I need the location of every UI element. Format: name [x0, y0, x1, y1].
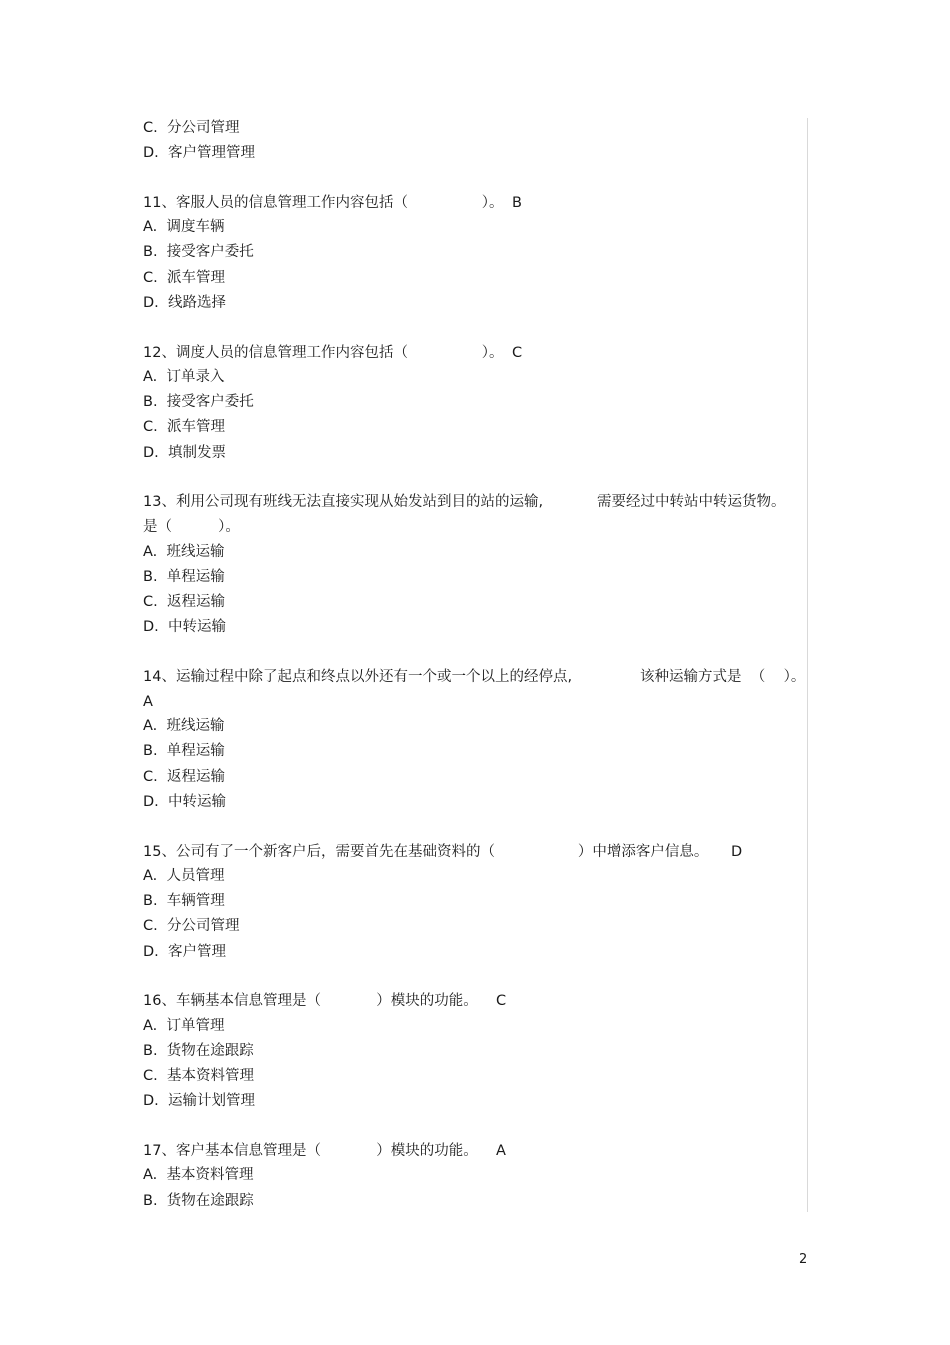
option-b: B. 货物在途跟踪: [143, 1043, 254, 1059]
question-16: 16、车辆基本信息管理是（ ）模块的功能。: [143, 993, 478, 1009]
page-number: 2: [799, 1252, 808, 1267]
option-b: B. 接受客户委托: [143, 394, 254, 410]
answer-16: C: [496, 993, 507, 1009]
option-d: D. 线路选择: [143, 295, 226, 311]
question-11: 11、客服人员的信息管理工作内容包括（ ）。: [143, 195, 504, 211]
option-d: D. 中转运输: [143, 794, 226, 810]
option-a: A. 人员管理: [143, 868, 225, 884]
question-15: 15、公司有了一个新客户后，需要首先在基础资料的（ ）中增添客户信息。: [143, 844, 709, 860]
question-13: 13、利用公司现有班线无法直接实现从始发站到目的站的运输,: [143, 494, 544, 510]
question-12: 12、调度人员的信息管理工作内容包括（ ）。: [143, 345, 504, 361]
option-a: A. 班线运输: [143, 718, 225, 734]
option-d: D. 中转运输: [143, 619, 226, 635]
option-d: D. 客户管理管理: [143, 145, 255, 161]
question-14-cont: 该种运输方式是 （ ）。: [640, 669, 806, 685]
option-b: B. 车辆管理: [143, 893, 225, 909]
option-a: A. 基本资料管理: [143, 1167, 254, 1183]
option-c: C. 返程运输: [143, 594, 225, 610]
option-d: D. 填制发票: [143, 445, 226, 461]
option-c: C. 派车管理: [143, 270, 225, 286]
answer-11: B: [512, 195, 522, 211]
option-a: A. 订单录入: [143, 369, 225, 385]
answer-17: A: [496, 1143, 506, 1159]
answer-14: A: [143, 694, 153, 710]
option-c: C. 基本资料管理: [143, 1068, 254, 1084]
option-d: D. 运输计划管理: [143, 1093, 255, 1109]
option-b: B. 接受客户委托: [143, 244, 254, 260]
option-c: C. 派车管理: [143, 419, 225, 435]
question-13-line2: 是（ ）。: [143, 519, 240, 535]
question-13-cont: 需要经过中转站中转运货物。: [597, 494, 786, 510]
question-14: 14、运输过程中除了起点和终点以外还有一个或一个以上的经停点,: [143, 669, 573, 685]
option-d: D. 客户管理: [143, 944, 226, 960]
question-17: 17、客户基本信息管理是（ ）模块的功能。: [143, 1143, 478, 1159]
option-c: C. 分公司管理: [143, 918, 240, 934]
option-b: B. 货物在途跟踪: [143, 1193, 254, 1209]
option-a: A. 调度车辆: [143, 219, 225, 235]
option-a: A. 订单管理: [143, 1018, 225, 1034]
answer-15: D: [731, 844, 743, 860]
option-c: C. 分公司管理: [143, 120, 240, 136]
option-c: C. 返程运输: [143, 769, 225, 785]
option-b: B. 单程运输: [143, 743, 225, 759]
option-b: B. 单程运输: [143, 569, 225, 585]
answer-12: C: [512, 345, 523, 361]
margin-rule: [807, 118, 808, 1212]
option-a: A. 班线运输: [143, 544, 225, 560]
